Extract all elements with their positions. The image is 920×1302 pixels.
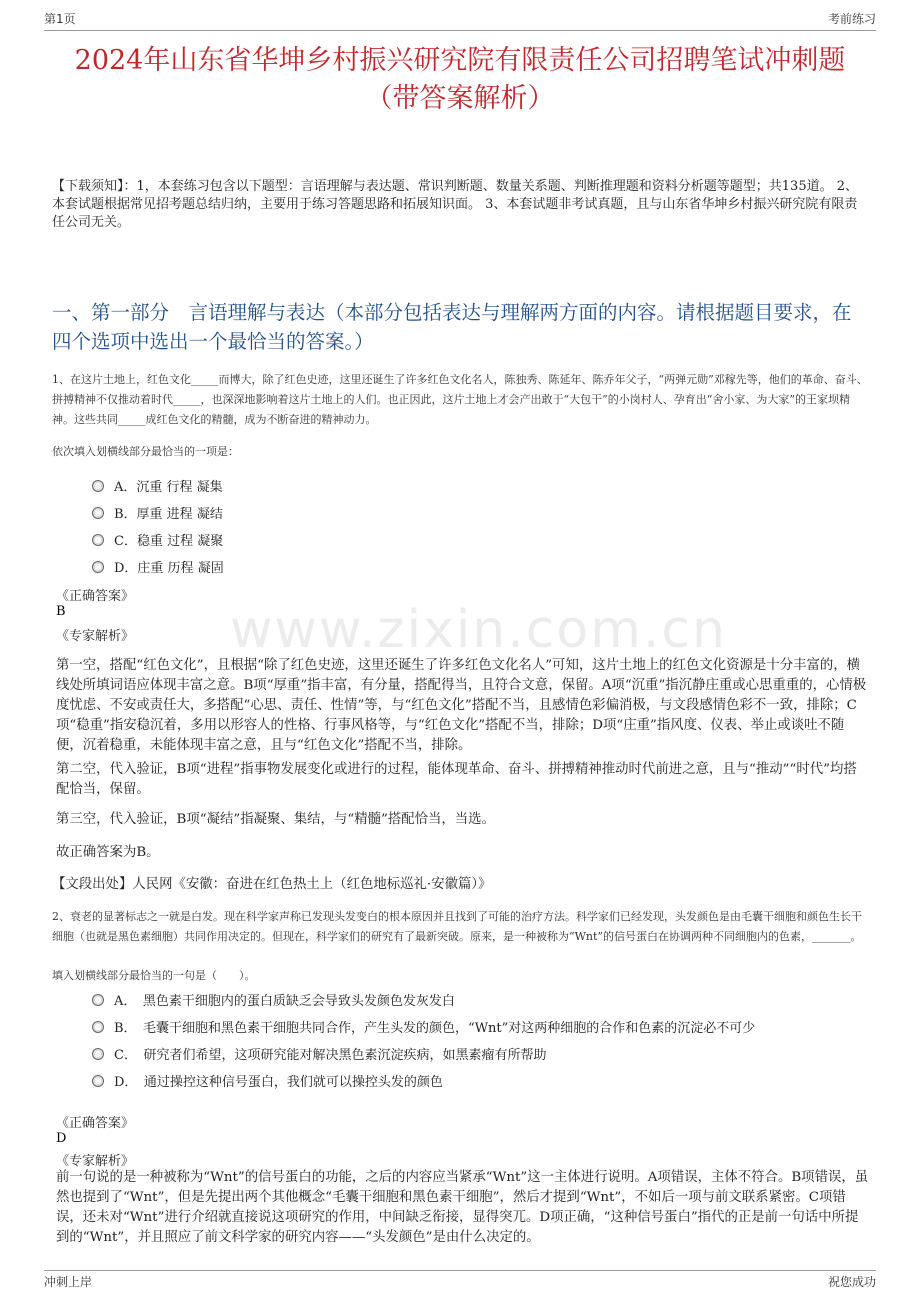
question-1-stem: 1、在这片土地上，红色文化_____而博大，除了红色史迹，这里还诞生了许多红色文化名人，陈独秀、陈延年、陈乔年父子，“两弹元勋”邓稼先等，他们的革命、奋斗、拼搏精神不仅推动着时代_____，也深深地影响着这片土地上的人们。也正因此，这片土地上才会产出敢于“大包干”的小岗村人、孕育出“舍小家、为大家”的王家坝精神。这些共同_____成红色文化的精髓，成为不断奋进的精神动力。 xyxy=(52,373,868,426)
section-title: 一、第一部分 言语理解与表达（本部分包括表达与理解两方面的内容。请根据题目要求，在四个选项中选出一个最恰当的答案。） xyxy=(52,301,852,353)
q1-option-d[interactable] xyxy=(92,557,224,576)
q1-answer: B xyxy=(56,604,66,619)
question-2-prompt: 填入划横线部分最恰当的一句是（ ）。 xyxy=(52,969,256,982)
header-tag: 考前练习 xyxy=(827,12,876,26)
q1-analysis-2: 第二空，代入验证，B项“进程”指事物发展变化或进行的过程，能体现革命、奋斗、拼搏精神推动时代前进之意，且与“推动”“时代”均搭配恰当，保留。 xyxy=(56,762,857,797)
page-footer xyxy=(44,1270,876,1293)
q2-option-b[interactable] xyxy=(92,1017,755,1036)
radio-icon[interactable] xyxy=(92,1048,104,1060)
q2-option-d[interactable] xyxy=(92,1071,443,1090)
radio-icon[interactable] xyxy=(92,994,104,1006)
q1-analysis-3: 第三空，代入验证，B项“凝结”指凝聚、集结，与“精髓”搭配恰当，当选。 xyxy=(56,812,495,827)
question-1-prompt: 依次填入划横线部分最恰当的一项是： xyxy=(52,445,239,458)
q2-analysis-label: 《专家解析》 xyxy=(56,1154,135,1169)
question-2-stem: 2、衰老的显著标志之一就是白发。现在科学家声称已发现头发变白的根本原因并且找到了可能的治疗方法。科学家们已经发现，头发颜色是由毛囊干细胞和颜色生长干细胞（也就是黑色素细胞）共同作用决定的。但现在，科学家们的研究有了最新突破。原来，是一种被称为“Wnt”的信号蛋白在协调两种不同细胞内的色素，_______。 xyxy=(52,910,862,943)
watermark: www.zixin.com.cn xyxy=(230,600,727,660)
option-label: D．庄重 历程 凝固 xyxy=(114,561,224,576)
option-label: C．稳重 过程 凝聚 xyxy=(114,534,224,549)
q2-analysis: 前一句说的是一种被称为“Wnt”的信号蛋白的功能，之后的内容应当紧承“Wnt”这一主体进行说明。A项错误，主体不符合。B项错误，虽然也提到了“Wnt”，但是先提出两个其他概念“毛囊干细胞和黑色素干细胞”，然后才提到“Wnt”，不如后一项与前文联系紧密。C项错误，还未对“Wnt”进行介绍就直接说这项研究的作用，中间缺乏衔接，显得突兀。D项正确，“这种信号蛋白”指代的正是前一句话中所提到的“Wnt”，并且照应了前文科学家的研究内容——“头发颜色”是由什么决定的。 xyxy=(56,1170,869,1245)
radio-icon[interactable] xyxy=(92,534,104,546)
radio-icon[interactable] xyxy=(92,507,104,519)
q1-source: 【文段出处】人民网《安徽：奋进在红色热土上（红色地标巡礼·安徽篇）》 xyxy=(52,877,492,892)
q1-analysis-1: 第一空，搭配“红色文化”，且根据“除了红色史迹，这里还诞生了许多红色文化名人”可知，这片土地上的红色文化资源是十分丰富的，横线处所填词语应体现丰富之意。B项“厚重”指丰富，有分量，搭配得当，且符合文意，保留。A项“沉重”指沉静庄重或心思重重的，心情极度忧虑、不安或责任大，多搭配“心思、责任、性情”等，与“红色文化”搭配不当，且感情色彩偏消极，与文段感情色彩不一致，排除；C项“稳重”指安稳沉着，多用以形容人的性格、行事风格等，与“红色文化”搭配不当，排除；D项“庄重”指风度、仪表、举止或谈吐不随便，沉着稳重，未能体现丰富之意，且与“红色文化”搭配不当，排除。 xyxy=(56,658,867,753)
option-label: A．沉重 行程 凝集 xyxy=(114,480,223,495)
q1-answer-label: 《正确答案》 xyxy=(56,589,135,604)
page-number: 第1页 xyxy=(44,12,76,26)
q1-option-a[interactable] xyxy=(92,476,223,495)
radio-icon[interactable] xyxy=(92,561,104,573)
q1-option-b[interactable] xyxy=(92,503,223,522)
footer-right: 祝您成功 xyxy=(827,1275,876,1289)
radio-icon[interactable] xyxy=(92,480,104,492)
option-label: A． 黑色素干细胞内的蛋白质缺乏会导致头发颜色发灰发白 xyxy=(114,994,455,1009)
q2-option-a[interactable] xyxy=(92,990,455,1009)
option-label: C． 研究者们希望，这项研究能对解决黑色素沉淀疾病，如黑素瘤有所帮助 xyxy=(114,1048,547,1063)
radio-icon[interactable] xyxy=(92,1021,104,1033)
document-title: 2024年山东省华坤乡村振兴研究院有限责任公司招聘笔试冲刺题（带答案解析） xyxy=(74,45,846,114)
q1-option-c[interactable] xyxy=(92,530,223,549)
option-label: B． 毛囊干细胞和黑色素干细胞共同合作，产生头发的颜色，“Wnt”对这两种细胞的合作和色素的沉淀必不可少 xyxy=(114,1021,756,1036)
q2-answer-label: 《正确答案》 xyxy=(56,1116,135,1131)
q1-analysis-4: 故正确答案为B。 xyxy=(56,845,160,860)
footer-left: 冲刺上岸 xyxy=(44,1275,93,1289)
q1-analysis-label: 《专家解析》 xyxy=(56,629,135,644)
radio-icon[interactable] xyxy=(92,1075,104,1087)
option-label: B．厚重 进程 凝结 xyxy=(114,507,223,522)
page-header xyxy=(44,10,876,31)
download-notice: 【下载须知】：1，本套练习包含以下题型：言语理解与表达题、常识判断题、数量关系题、判断推理题和资料分析题等题型；共135道。 2、本套试题根据常见招考题总结归纳，主要用于练习答题思路和拓展知识面。 3、本套试题非考试真题，且与山东省华坤乡村振兴研究院有限责任公司无关。 xyxy=(52,179,858,230)
q2-answer: D xyxy=(56,1131,67,1146)
option-label: D． 通过操控这种信号蛋白，我们就可以操控头发的颜色 xyxy=(114,1075,443,1090)
q2-option-c[interactable] xyxy=(92,1044,546,1063)
